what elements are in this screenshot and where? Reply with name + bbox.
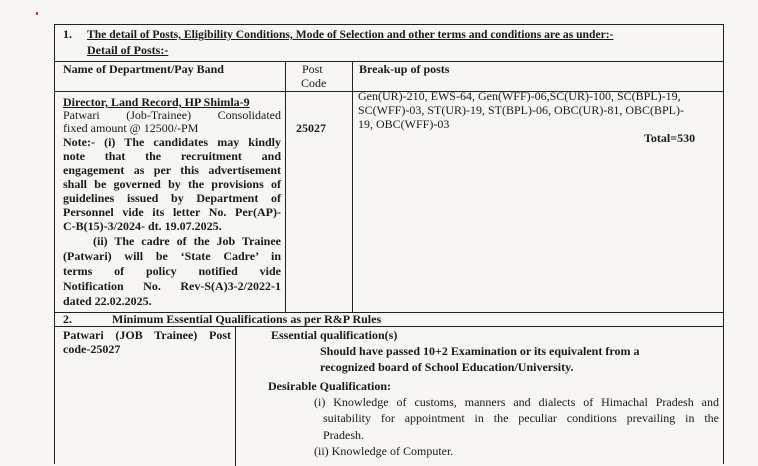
rule-section2-bottom [55, 326, 723, 327]
breakup-line: 19, OBC(WFF)-03 [358, 117, 450, 131]
section1-subheading: Detail of Posts:- [87, 43, 169, 57]
section2-heading: Minimum Essential Qualifications as per R&P Rules [112, 312, 382, 326]
note2-line: (ii) The cadre of the Job Trainee [93, 234, 281, 248]
note2-line: (Patwari) will be ‘State Cadre’ in [63, 249, 281, 263]
note-line: guidelines issued by Department of [63, 191, 281, 205]
header-post: Post [302, 62, 323, 76]
note-line: shall be governed by the provisions of [63, 177, 281, 191]
note-line: engagement as per this advertisement [63, 163, 281, 177]
essential-line: Should have passed 10+2 Examination or its equivalent from a [320, 344, 640, 358]
section2-post-line1: Patwari (JOB Trainee) Post [63, 328, 231, 342]
note2-line: terms of policy notified vide [63, 264, 281, 278]
note-line: C-B(15)-3/2024- dt. 19.07.2025. [63, 219, 222, 233]
section2-number: 2. [63, 312, 72, 326]
col-divider-2 [352, 61, 353, 312]
total-posts: Total=530 [644, 131, 696, 145]
section1-heading: The detail of Posts, Eligibility Conditions, Mode of Selection and other terms and conditions are as under:- [87, 28, 614, 41]
desirable-title: Desirable Qualification: [268, 379, 391, 393]
note2-line: Notification No. Rev-S(A)3-2/2022-1 [63, 279, 281, 293]
header-breakup: Break-up of posts [359, 62, 450, 76]
col-divider-3 [235, 326, 236, 466]
breakup-line: SC(WFF)-03, ST(UR)-19, ST(BPL)-06, OBC(UR)-81, OBC(BPL)- [358, 103, 685, 117]
director-title: Director, Land Record, HP Shimla-9 [63, 95, 250, 109]
essential-title: Essential qualification(s) [271, 328, 398, 342]
note-line: Personnel vide its letter No. Per(AP)- [63, 205, 281, 219]
header-department: Name of Department/Pay Band [63, 62, 224, 76]
note2-line: dated 22.02.2025. [63, 294, 152, 308]
desirable-line: Pradesh. [323, 428, 364, 442]
section2-post-line2: code-25027 [63, 342, 121, 356]
desirable-line: (i) Knowledge of customs, manners and dialects of Himachal Pradesh and [314, 395, 719, 409]
patwari-pay-line1: Patwari (Job-Trainee) Consolidated [63, 108, 281, 122]
col-divider-1 [285, 61, 286, 312]
note-line: Note:- (i) The candidates may kindly [63, 135, 281, 149]
patwari-pay-line2: fixed amount @ 12500/-PM [63, 121, 199, 135]
note-line: note that the recruitment and [63, 149, 281, 163]
header-code: Code [301, 76, 327, 90]
document-table-frame [54, 24, 724, 464]
section1-number: 1. [63, 27, 72, 41]
post-code-value: 25027 [296, 121, 326, 135]
desirable-line: suitability for appointment in the peculiar conditions prevailing in the [323, 411, 719, 425]
red-mark [36, 12, 38, 15]
essential-line: recognized board of School Education/University. [320, 360, 574, 374]
desirable-line: (ii) Knowledge of Computer. [314, 444, 454, 458]
breakup-line: Gen(UR)-210, EWS-64, Gen(WFF)-06,SC(UR)-100, SC(BPL)-19, [358, 89, 681, 103]
